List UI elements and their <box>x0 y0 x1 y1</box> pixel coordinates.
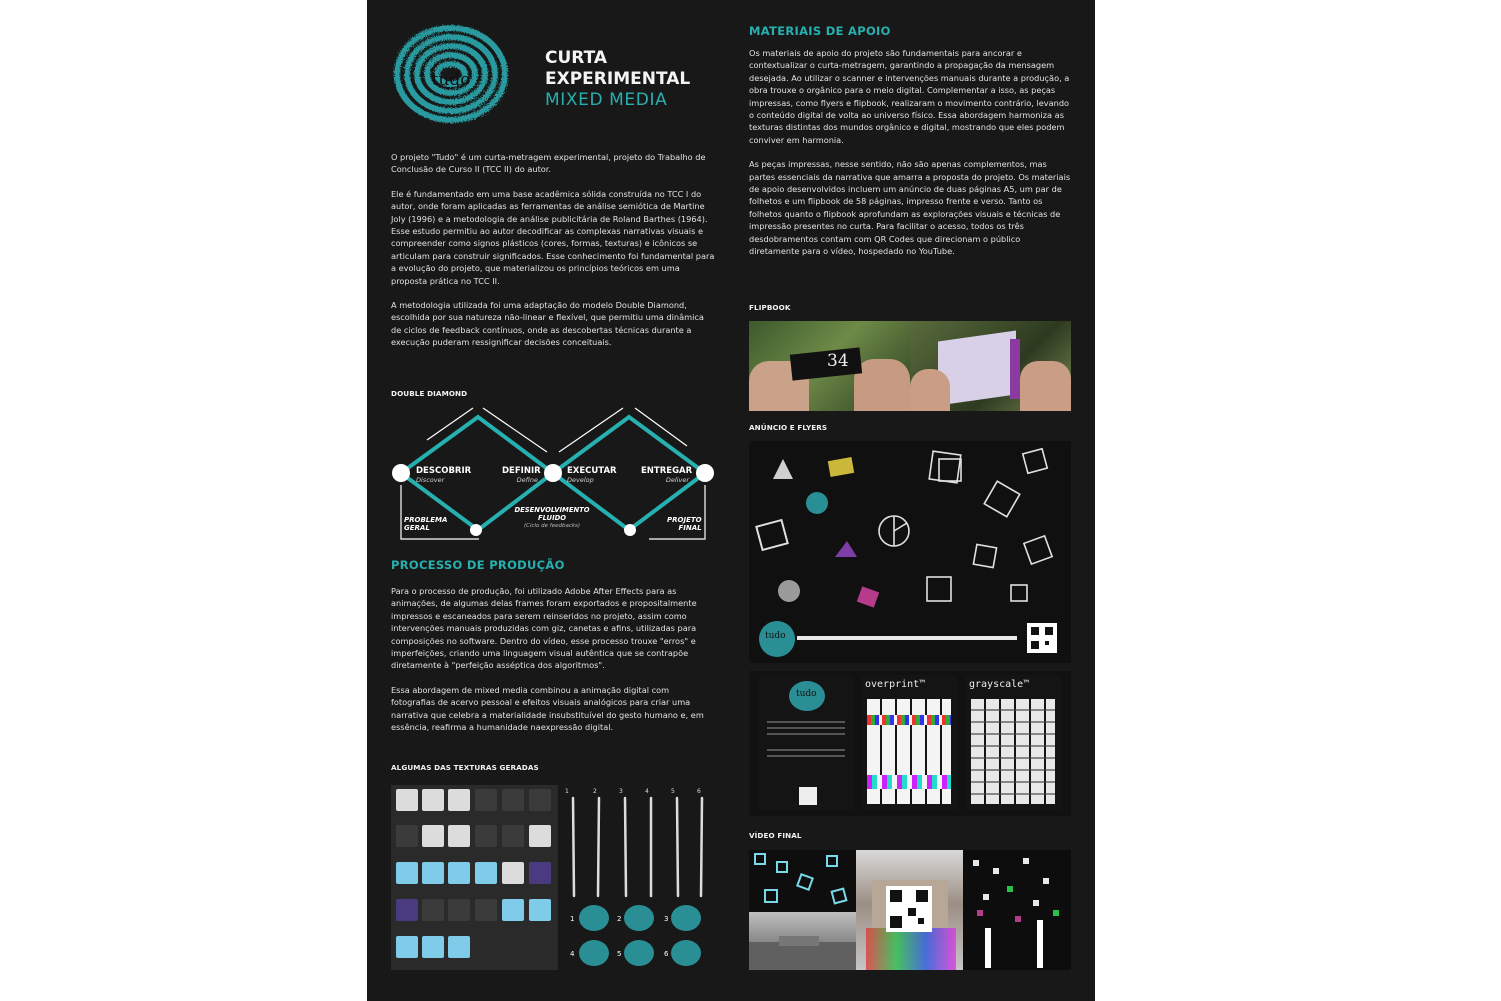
stage-executar: EXECUTAR Develop <box>567 466 617 484</box>
textures-panel <box>391 785 558 970</box>
ad-logo-text: tudo <box>765 631 786 641</box>
intro-text: O projeto "Tudo" é um curta-metragem experimental, projeto do Trabalho de Conclusão de Curso II (TCC II) do autor. Ele é fundamentado em uma base acadêmica sólida construída no TCC I do autor, onde foram aplicadas as ferramentas de análise semiótica de Martine Joly (1996) e a metodologia de análise publicitária de Roland Barthes (1964). Esse estudo permitiu ao autor decodificar as complexas narrativas visuais e compreender como signos plásticos (cores, formas, texturas) e icônicos se articulam para construir significados. Esse conhecimento foi fundamental para a evolução do projeto, que materializou os princípios teóricos em uma proposta prática no TCC II. A metodologia utilizada foi uma adaptação do modelo Double Diamond, escolhida por sua natureza não-linear e flexível, que permitiu uma dinâmica de ciclos de feedback contínuos, onde as descobertas técnicas durante a execução puderam ressignificar decisões conceituais. <box>391 152 715 348</box>
ad-panel <box>749 441 1071 663</box>
flyer-front: tudo <box>759 675 854 810</box>
flipbook-heading: FLIPBOOK <box>749 303 791 312</box>
flyers-panel <box>749 671 1071 816</box>
video-heading: VÍDEO FINAL <box>749 831 802 840</box>
support-text: Os materiais de apoio do projeto são fundamentais para ancorar e contextualizar o curta-metragem, garantindo a propagação da mensagem desejada. Ao utilizar o scanner e intervenções manuais durante a produção, a obra trouxe o orgânico para o meio digital. Complementar a isso, as peças impressas, como flyers e flipbook, realizaram o movimento contrário, levando o conteúdo digital de volta ao universo físico. Essa abordagem harmoniza as texturas distintas dos mundos orgânico e digital, mostrando que eles podem conviver em harmonia. As peças impressas, nesse sentido, não são apenas complementos, mas partes essenciais da narrativa que amarra a proposta do projeto. Os materiais de apoio desenvolvidos incluem um anúncio de duas páginas A5, um par de folhetos e um flipbook de 58 páginas, impresso frente e verso. Tanto os folhetos quanto o flipbook aprofundam as explorações visuais e técnicas de impressão presentes no curta. Para facilitar o acesso, todos os três desdobramentos contam com QR Codes que direcionam o público diretamente para o vídeo, hospedado no YouTube. <box>749 48 1071 257</box>
production-heading: PROCESSO DE PRODUÇÃO <box>391 558 565 572</box>
end-label: PROJETO FINAL <box>667 516 702 532</box>
production-text: Para o processo de produção, foi utilizado Adobe After Effects para as animações, de algumas delas frames foram exportados e propositalmente impressos e escaneados para serem reinseridos no projeto, assim como intervenções manuais produzidas com giz, canetas e afins, utilizadas para composições no software. Dentro do vídeo, esse processo trouxe "erros" e imperfeições, criando uma linguagem visual autêntica que se contrapõe diretamente à "perfeição asséptica dos algoritmos". Essa abordagem de mixed media combinou a animação digital com fotografias de acervo pessoal e efeitos visuais analógicos para criar uma narrativa que celebra a materialidade insubstituível do gesto humano e, em essência, reafirma a humanidade naexpressão digital. <box>391 586 704 733</box>
start-label: PROBLEMA GERAL <box>404 516 448 532</box>
svg-text:4: 4 <box>570 950 575 958</box>
video-still-qr <box>856 850 963 970</box>
svg-text:2: 2 <box>617 915 622 923</box>
video-still-4 <box>963 850 1071 970</box>
page-title: CURTA EXPERIMENTAL MIXED MEDIA <box>545 48 691 110</box>
tudo-logo-text: tudo <box>431 70 471 90</box>
qr-code-icon <box>886 886 932 932</box>
middle-label: DESENVOLVIMENTO FLUIDO (Ciclo de feedbacks) <box>514 506 590 529</box>
video-still-2 <box>749 912 856 970</box>
flyer-overprint: overprint™ <box>861 675 957 810</box>
flyer-grayscale: grayscale™ <box>965 675 1061 810</box>
svg-text:3: 3 <box>664 915 669 923</box>
flyers-heading: ANÚNCIO E FLYERS <box>749 423 828 432</box>
svg-text:5: 5 <box>617 950 622 958</box>
video-still-1 <box>749 850 856 912</box>
chalk-strokes: 1 2 3 4 5 6 <box>565 788 710 898</box>
teal-blobs <box>567 900 712 970</box>
stage-definir: DEFINIR Define <box>502 466 541 484</box>
support-heading: MATERIAIS DE APOIO <box>749 24 891 38</box>
stage-entregar: ENTREGAR Deliver <box>641 466 693 484</box>
double-diamond-heading: DOUBLE DIAMOND <box>391 389 468 398</box>
tudo-logo-icon <box>391 22 511 127</box>
textures-heading: ALGUMAS DAS TEXTURAS GERADAS <box>391 763 539 772</box>
flipbook-photo-1: 34 <box>749 321 910 411</box>
flipbook-photo-2 <box>910 321 1071 411</box>
poster <box>367 0 1095 1001</box>
svg-text:1: 1 <box>570 915 575 923</box>
stage-descobrir: DESCOBRIR Discover <box>416 466 472 484</box>
svg-text:6: 6 <box>664 950 669 958</box>
